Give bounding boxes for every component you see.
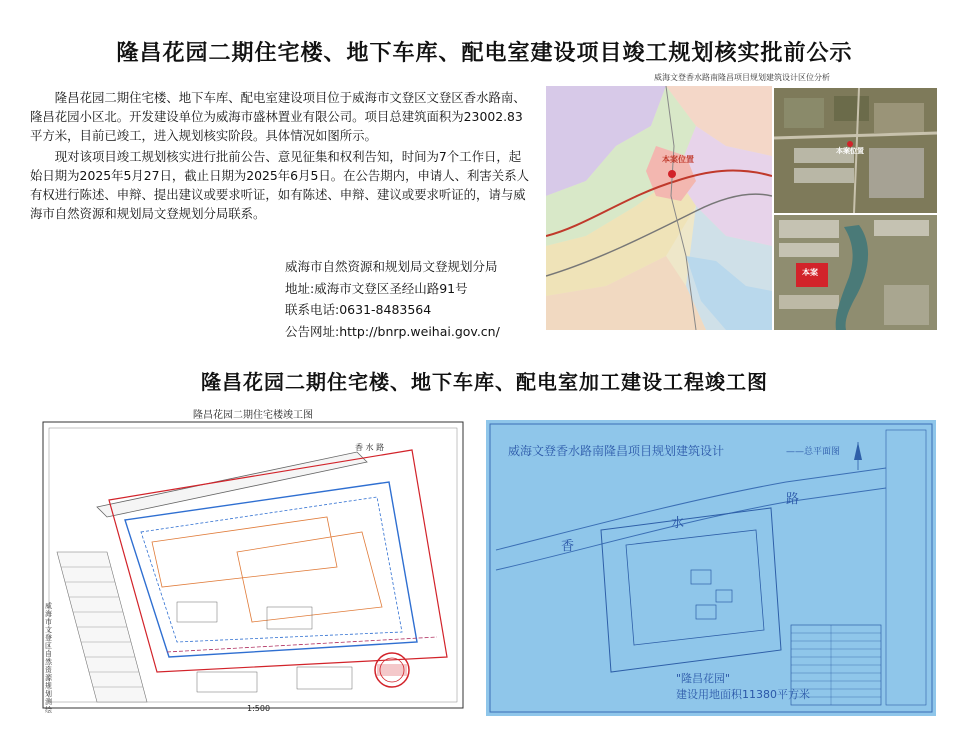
- blueprint-drawing: [486, 420, 936, 716]
- contact-phone: 联系电话:0631-8483564: [285, 302, 432, 317]
- blueprint-subtitle: ——总平面图: [786, 447, 841, 457]
- satellite-map-2: [774, 215, 937, 330]
- location-marker-label: 本案位置: [662, 155, 694, 164]
- blueprint-road-char-1: 香: [561, 539, 575, 554]
- satellite-2-marker-label: 本案: [802, 268, 818, 277]
- blueprint-project-name: "隆昌花园": [676, 672, 731, 685]
- blueprint-land-area: 建设用地面积11380平方米: [676, 688, 810, 701]
- drawing-caption: 隆昌花园二期住宅楼竣工图: [193, 410, 313, 421]
- site-plan-graphic: [37, 402, 469, 714]
- location-map-caption: 威海文登香水路南隆昌项目规划建筑设计区位分析: [654, 73, 830, 82]
- notice-paragraph-2: 现对该项目竣工规划核实进行批前公告、意见征集和权利告知，时间为7个工作日，起始日期为2025年5月27日，截止日期为2025年6月5日。在公告期内，申请人、利害关系人有权进行陈述、申辩、提出建议或要求听证，如有陈述、申辩、建议或要求听证的，请与威海市自然资源和规划局文登规划分局联系。: [30, 149, 529, 221]
- as-built-drawing: [37, 402, 469, 714]
- contact-block: [285, 256, 535, 342]
- contact-org: 威海市自然资源和规划局文登规划分局: [285, 259, 498, 274]
- blueprint-road-char-3: 路: [786, 492, 800, 507]
- satellite-graphic-2: [774, 215, 937, 330]
- contact-address: 地址:威海市文登区圣经山路91号: [285, 280, 468, 296]
- drawing-scale: 1:500: [247, 704, 271, 713]
- satellite-1-marker-label: 本案位置: [836, 147, 864, 155]
- road-label: 香 水 路: [355, 443, 385, 452]
- satellite-map-1: [774, 88, 937, 213]
- blueprint-title: 威海文登香水路南隆昌项目规划建筑设计: [508, 444, 725, 458]
- section-title: 隆昌花园二期住宅楼、地下车库、配电室加工建设工程竣工图: [201, 370, 768, 394]
- notice-paragraph-1: 隆昌花园二期住宅楼、地下车库、配电室建设项目位于威海市文登区文登区香水路南、隆昌花园小区北。开发建设单位为威海市盛林置业有限公司。项目总建筑面积为23002.83平方米，目前已竣工，进入规划核实阶段。具体情况如图所示。: [30, 90, 526, 143]
- contact-website[interactable]: 公告网址:http://bnrp.weihai.gov.cn/: [285, 323, 500, 339]
- page-title: 隆昌花园二期住宅楼、地下车库、配电室建设项目竣工规划核实批前公示: [116, 41, 853, 66]
- location-map-main: [546, 86, 772, 330]
- drawing-vertical-note: 威海市文登区自然资源规划测绘: [45, 602, 52, 714]
- region-map-graphic: [546, 86, 772, 330]
- blueprint-road-char-2: 水: [671, 516, 685, 531]
